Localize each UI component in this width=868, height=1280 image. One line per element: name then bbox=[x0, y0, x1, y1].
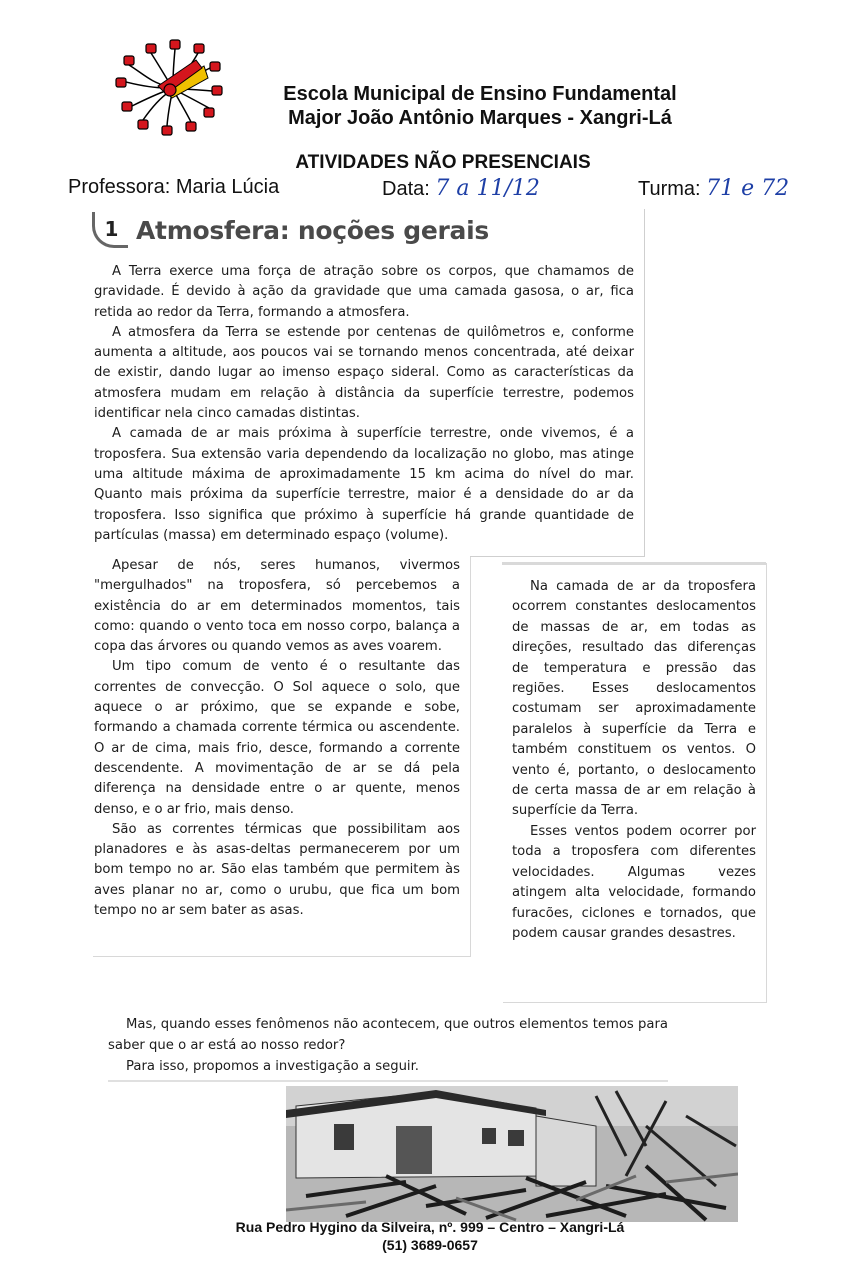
section-title: Atmosfera: noções gerais bbox=[136, 215, 489, 245]
date-info bbox=[382, 176, 540, 201]
section-number: 1 bbox=[92, 212, 128, 248]
class-label: Turma: bbox=[638, 178, 701, 200]
closing-paragraph: Para isso, propomos a investigação a seguir. bbox=[126, 1059, 419, 1074]
activity-title: ATIVIDADES NÃO PRESENCIAIS bbox=[295, 152, 591, 173]
footer-address: Rua Pedro Hygino da Silveira, nº. 999 – Centro – Xangri-Lá bbox=[235, 1219, 625, 1235]
closing-paragraph: Mas, quando esses fenômenos não acontecem, que outros elementos temos para saber que o ar está ao nosso redor? bbox=[108, 1017, 668, 1053]
left-paragraph: São as correntes térmicas que possibilitam aos planadores e às asas-deltas permanecerem por um bom tempo no ar. São elas também que permitem às aves planar no ar, como o urubu, que fica um bom tempo no ar sem bater as asas. bbox=[94, 821, 460, 919]
school-logo bbox=[112, 38, 236, 138]
left-paragraph: Um tipo comum de vento é o resultante das correntes de convecção. O Sol aquece o solo, que aquece o ar próximo, que se expande e sobe, formando a chamada corrente térmica ou ascendente. O ar de cima, mais frio, desce, formando a corrente descendente. A movimentação de ar se dá pela diferença na densidade entre o ar quente, menos denso, e o ar frio, mais denso. bbox=[94, 659, 460, 817]
teacher-name: Maria Lúcia bbox=[175, 176, 280, 198]
storm-damage-photo bbox=[286, 1086, 738, 1222]
teacher-label: Professora: bbox=[68, 176, 171, 198]
main-body bbox=[94, 262, 634, 546]
main-paragraph: A Terra exerce uma força de atração sobre os corpos, que chamamos de gravidade. É devido à ação da gravidade que uma camada gasosa, o ar, fica retida ao redor da Terra, formando a atmosfera. bbox=[94, 264, 634, 320]
right-paragraph: Na camada de ar da troposfera ocorrem constantes deslocamentos de massas de ar, em todas as direções, resultado das diferenças de temperatura e pressão das regiões. Esses deslocamentos costumam ser aproximadamente paralelos à superfície da Terra e também constituem os ventos. O vento é, portanto, o deslocamento de certa massa de ar em relação à superfície da Terra. bbox=[512, 579, 756, 819]
closing-body bbox=[108, 1014, 668, 1077]
class-handwritten: 71 e 72 bbox=[706, 176, 790, 201]
main-text-clipping bbox=[92, 208, 644, 556]
right-column-clipping bbox=[502, 562, 766, 1002]
closing-text-clipping bbox=[108, 1004, 668, 1082]
left-paragraph: Apesar de nós, seres humanos, vivermos "mergulhados" na troposfera, só percebemos a existência do ar em determinados momentos, tais como: quando o vento toca em nosso corpo, balança a copa das árvores ou quando vemos as aves voarem. bbox=[94, 558, 460, 655]
right-column-body bbox=[512, 577, 756, 944]
main-paragraph: A atmosfera da Terra se estende por centenas de quilômetros e, conforme aumenta a altitude, aos poucos vai se tornando menos concentrada, até deixar de existir, dando lugar ao imenso espaço sideral. Como as características da atmosfera mudam em relação à distância da superfície terrestre, podemos identificar nela cinco camadas distintas. bbox=[94, 324, 634, 422]
footer bbox=[180, 1218, 680, 1254]
left-column-clipping bbox=[92, 556, 470, 956]
main-paragraph: A camada de ar mais próxima à superfície terrestre, onde vivemos, é a troposfera. Sua extensão varia dependendo da localização no globo, mas atinge uma altitude máxima de aproximadamente 15 km acima do nível do mar. Quanto mais próxima da superfície terrestre, maior é a densidade do ar da troposfera. Isso significa que próximo à superfície há grande quantidade de partículas (massa) em determinado espaço (volume). bbox=[94, 426, 634, 543]
school-name bbox=[240, 82, 720, 130]
class-info bbox=[638, 176, 789, 201]
section-heading bbox=[92, 208, 489, 252]
date-label: Data: bbox=[382, 178, 430, 200]
teacher-info bbox=[68, 176, 279, 199]
date-handwritten: 7 a 11/12 bbox=[435, 176, 540, 201]
left-column-body bbox=[94, 556, 460, 921]
footer-phone: (51) 3689-0657 bbox=[382, 1237, 478, 1253]
right-paragraph: Esses ventos podem ocorrer por toda a troposfera com diferentes velocidades. Algumas vezes atingem alta velocidade, formando furacões, ciclones e tornados, que podem causar grandes desastres. bbox=[512, 823, 756, 941]
school-name-line1: Escola Municipal de Ensino Fundamental bbox=[283, 83, 677, 105]
school-name-line2: Major João Antônio Marques - Xangri-Lá bbox=[288, 107, 672, 129]
